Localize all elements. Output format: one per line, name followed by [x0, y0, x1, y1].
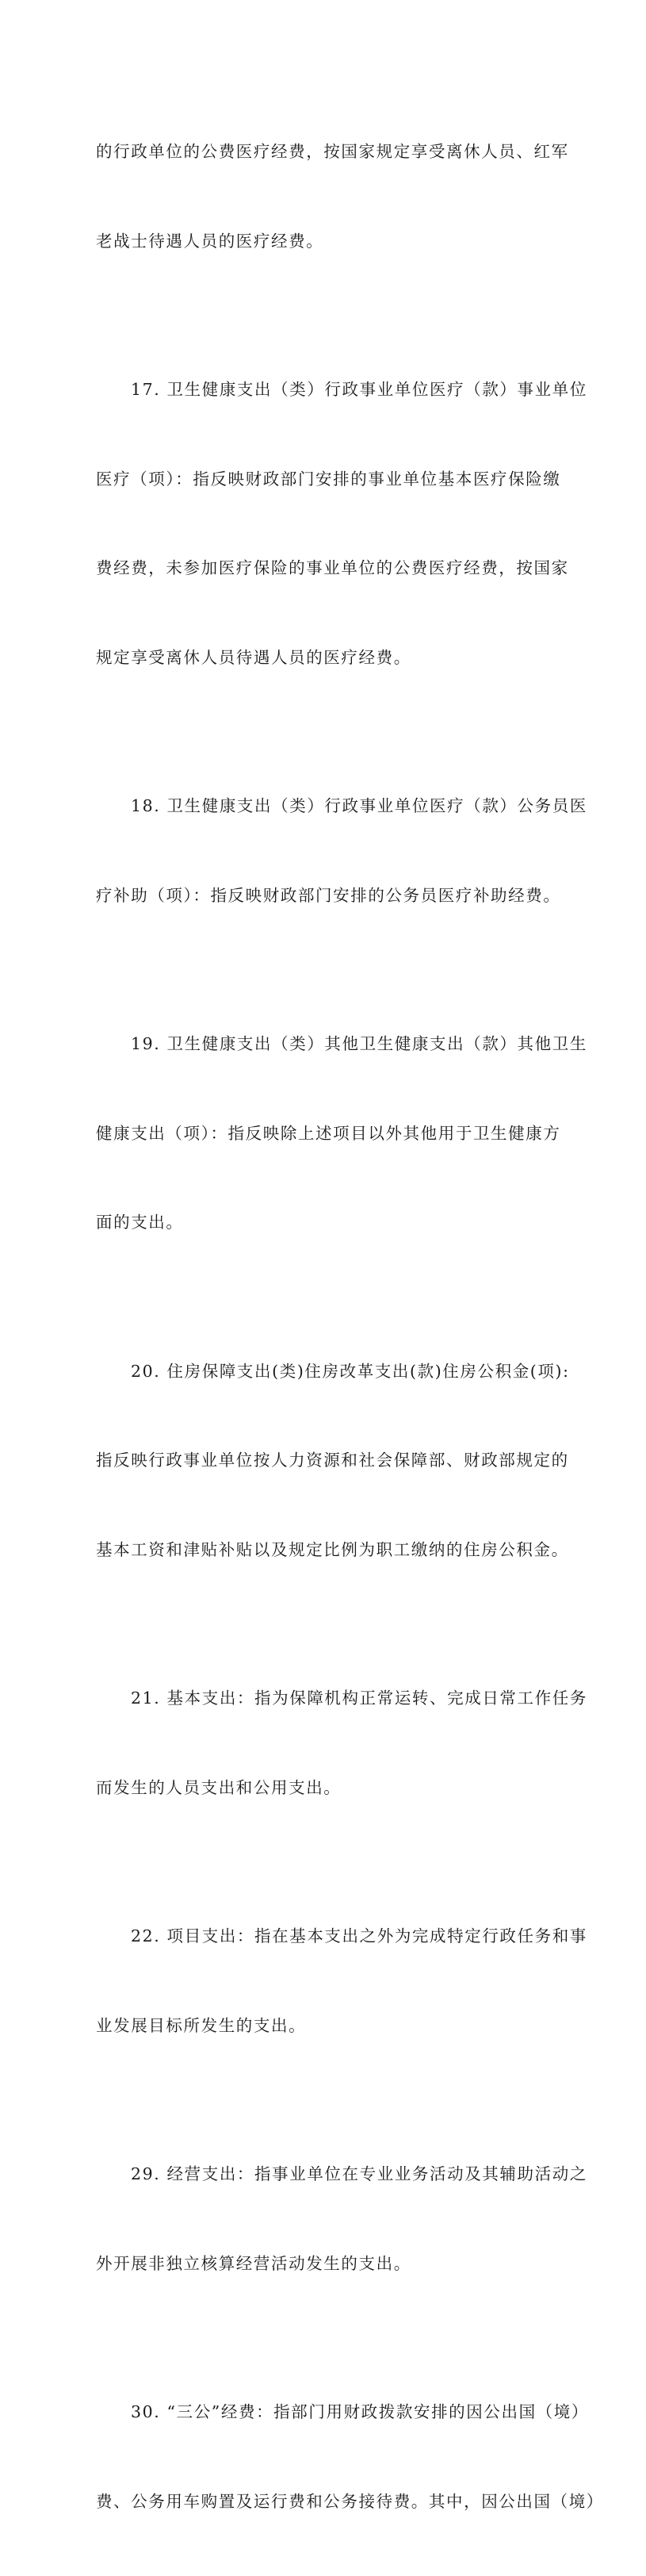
text-line: 21. 基本支出：指为保障机构正常运转、完成日常工作任务 — [131, 1689, 587, 1708]
text-line: 费经费，未参加医疗保险的事业单位的公费医疗经费，按国家 — [96, 558, 569, 577]
text-line: 外开展非独立核算经营活动发生的支出。 — [96, 2253, 411, 2273]
text-line: 17. 卫生健康支出（类）行政事业单位医疗（款）事业单位 — [131, 380, 587, 399]
text-line: 基本工资和津贴补贴以及规定比例为职工缴纳的住房公积金。 — [96, 1539, 569, 1559]
text-line: 规定享受离休人员待遇人员的医疗经费。 — [96, 647, 411, 667]
paragraph-18 — [96, 732, 587, 970]
text-line: 20. 住房保障支出(类)住房改革支出(款)住房公积金(项): — [131, 1361, 570, 1381]
document-body — [96, 78, 604, 2576]
paragraph-20 — [96, 1298, 570, 1625]
text-line: 29. 经营支出：指事业单位在专业业务活动及其辅助活动之 — [131, 2164, 587, 2183]
text-line: 18. 卫生健康支出（类）行政事业单位医疗（款）公务员医 — [131, 796, 587, 815]
paragraph-17 — [96, 316, 587, 732]
paragraph-29 — [96, 2100, 587, 2338]
text-line: 健康支出（项）：指反映除上述项目以外其他用于卫生健康方 — [96, 1123, 561, 1143]
paragraph-19 — [96, 970, 587, 1298]
text-line: 业发展目标所发生的支出。 — [96, 2015, 307, 2035]
text-line: 面的支出。 — [96, 1213, 184, 1232]
text-line: 医疗（项）：指反映财政部门安排的事业单位基本医疗保险缴 — [96, 469, 561, 489]
paragraph-30 — [96, 2338, 604, 2576]
text-line: 指反映行政事业单位按人力资源和社会保障部、财政部规定的 — [96, 1451, 569, 1470]
text-line: 22. 项目支出：指在基本支出之外为完成特定行政任务和事 — [131, 1926, 587, 1945]
text-line: 19. 卫生健康支出（类）其他卫生健康支出（款）其他卫生 — [131, 1034, 587, 1053]
text-line: 疗补助（项）：指反映财政部门安排的公务员医疗补助经费。 — [96, 885, 561, 905]
paragraph-21 — [96, 1624, 587, 1862]
text-line: 费、公务用车购置及运行费和公务接待费。其中，因公出国（境） — [96, 2491, 604, 2511]
text-line: 老战士待遇人员的医疗经费。 — [96, 231, 324, 251]
text-line: 30. “三公”经费：指部门用财政拨款安排的因公出国（境） — [131, 2402, 589, 2421]
paragraph-16-continuation — [96, 78, 569, 316]
text-line: 而发生的人员支出和公用支出。 — [96, 1777, 342, 1797]
paragraph-22 — [96, 1862, 587, 2100]
text-line: 的行政单位的公费医疗经费，按国家规定享受离休人员、红军 — [96, 142, 569, 161]
